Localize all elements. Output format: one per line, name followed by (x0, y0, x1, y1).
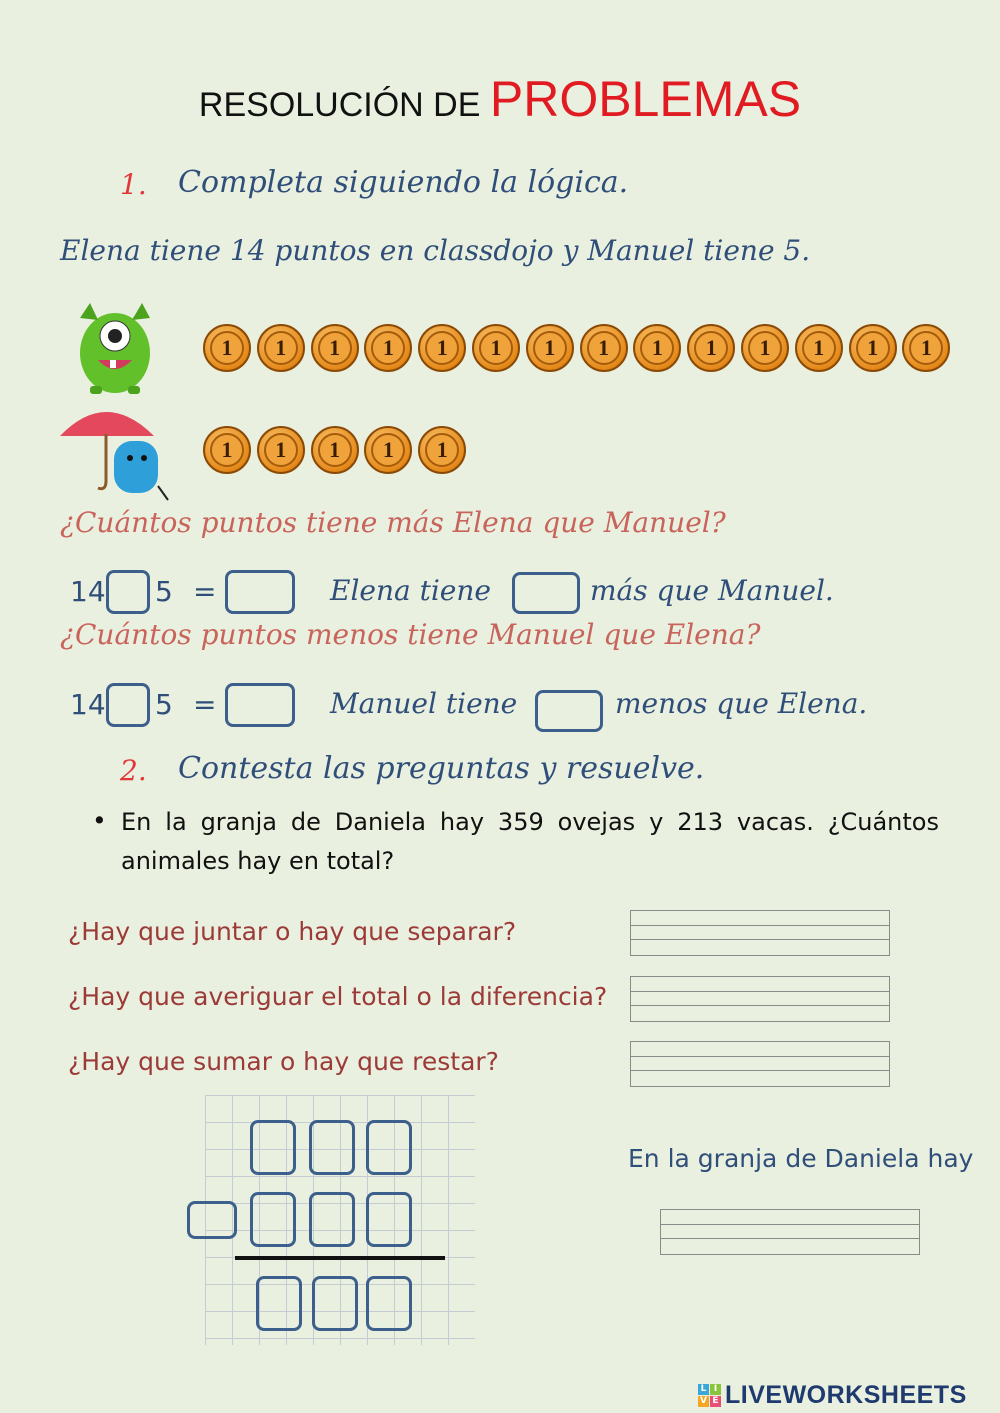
question1: ¿Cuántos puntos tiene más Elena que Manuel? (60, 506, 726, 539)
coin-icon (257, 324, 305, 372)
logo-tile: L (698, 1384, 709, 1395)
problem-text: En la granja de Daniela hay 359 ovejas y 213 vacas. ¿Cuántos animales hay en total? (121, 808, 939, 875)
section2-number: 2. (120, 754, 147, 787)
eq1-result-input[interactable] (225, 570, 295, 614)
title-part1: RESOLUCIÓN DE (198, 86, 490, 124)
coin-icon (902, 324, 950, 372)
eq1-equals: = (193, 575, 217, 608)
eq2-text2: menos que Elena. (615, 687, 868, 720)
coin-icon (311, 324, 359, 372)
eq2-answer-input[interactable] (535, 690, 603, 732)
logo-tiles-icon (698, 1384, 721, 1407)
section1-heading: Completa siguiendo la lógica. (178, 165, 629, 200)
eq2-a: 14 (70, 688, 106, 721)
green-monster-image (70, 298, 160, 398)
logo-tile: E (710, 1396, 721, 1407)
question-join-separate: ¿Hay que juntar o hay que separar? (68, 917, 517, 946)
result-digit-tens[interactable] (312, 1276, 358, 1331)
eq2-result-input[interactable] (225, 683, 295, 727)
top-digit-units[interactable] (366, 1120, 412, 1175)
coin-icon (633, 324, 681, 372)
coin-icon (364, 324, 412, 372)
logo-tile: V (698, 1396, 709, 1407)
coin-icon (526, 324, 574, 372)
coin-label: 1 (425, 433, 459, 467)
coin-icon (472, 324, 520, 372)
top-digit-tens[interactable] (309, 1120, 355, 1175)
liveworksheets-logo (698, 1381, 967, 1410)
blue-monster-umbrella-image (58, 396, 173, 504)
question-add-subtract: ¿Hay que sumar o hay que restar? (68, 1047, 499, 1076)
eq1-text2: más que Manuel. (590, 574, 834, 607)
coin-icon (580, 324, 628, 372)
eq2-operator-input[interactable] (106, 683, 150, 727)
answer-lines-2[interactable] (630, 976, 890, 1022)
coin-label: 1 (694, 331, 728, 365)
coin-icon (311, 426, 359, 474)
coin-icon (418, 426, 466, 474)
coin-label: 1 (748, 331, 782, 365)
coin-label: 1 (909, 331, 943, 365)
eq1-answer-input[interactable] (512, 572, 580, 614)
result-digit-units[interactable] (366, 1276, 412, 1331)
eq1-a: 14 (70, 575, 106, 608)
coin-label: 1 (856, 331, 890, 365)
coin-label: 1 (371, 331, 405, 365)
coin-icon (687, 324, 735, 372)
coin-icon (257, 426, 305, 474)
coin-label: 1 (264, 433, 298, 467)
coin-icon (741, 324, 789, 372)
coin-label: 1 (640, 331, 674, 365)
coin-label: 1 (533, 331, 567, 365)
logo-tile: I (710, 1384, 721, 1395)
coin-label: 1 (318, 331, 352, 365)
coin-label: 1 (587, 331, 621, 365)
bottom-digit-units[interactable] (366, 1192, 412, 1247)
coin-label: 1 (210, 433, 244, 467)
page-title (0, 70, 1000, 128)
section2-heading: Contesta las preguntas y resuelve. (178, 751, 705, 786)
title-part2: PROBLEMAS (489, 71, 802, 127)
answer-prefix: En la granja de Daniela hay (628, 1144, 974, 1173)
coin-icon (203, 426, 251, 474)
coin-icon (418, 324, 466, 372)
question-total-difference: ¿Hay que averiguar el total o la diferencia? (68, 982, 608, 1011)
top-digit-hundreds[interactable] (250, 1120, 296, 1175)
answer-lines-1[interactable] (630, 910, 890, 956)
coin-icon (364, 426, 412, 474)
coin-label: 1 (479, 331, 513, 365)
result-digit-hundreds[interactable] (256, 1276, 302, 1331)
eq2-equals: = (193, 688, 217, 721)
operator-sign-input[interactable] (187, 1201, 237, 1239)
coin-label: 1 (802, 331, 836, 365)
eq2-text1: Manuel tiene (330, 687, 518, 720)
section1-statement: Elena tiene 14 puntos en classdojo y Manuel tiene 5. (60, 234, 811, 267)
coin-icon (795, 324, 843, 372)
coin-icon (203, 324, 251, 372)
final-answer-lines[interactable] (660, 1209, 920, 1255)
coin-label: 1 (371, 433, 405, 467)
eq2-b: 5 (155, 688, 173, 721)
bottom-digit-hundreds[interactable] (250, 1192, 296, 1247)
question2: ¿Cuántos puntos menos tiene Manuel que Elena? (60, 618, 761, 651)
coin-icon (849, 324, 897, 372)
section1-number: 1. (120, 168, 147, 201)
bottom-digit-tens[interactable] (309, 1192, 355, 1247)
eq1-b: 5 (155, 575, 173, 608)
sum-line (235, 1256, 445, 1260)
coin-label: 1 (210, 331, 244, 365)
bullet: • (92, 806, 107, 835)
answer-lines-3[interactable] (630, 1041, 890, 1087)
coin-label: 1 (425, 331, 459, 365)
eq1-text1: Elena tiene (330, 574, 491, 607)
coin-label: 1 (318, 433, 352, 467)
eq1-operator-input[interactable] (106, 570, 150, 614)
coin-label: 1 (264, 331, 298, 365)
brand-name: LIVEWORKSHEETS (725, 1381, 967, 1409)
